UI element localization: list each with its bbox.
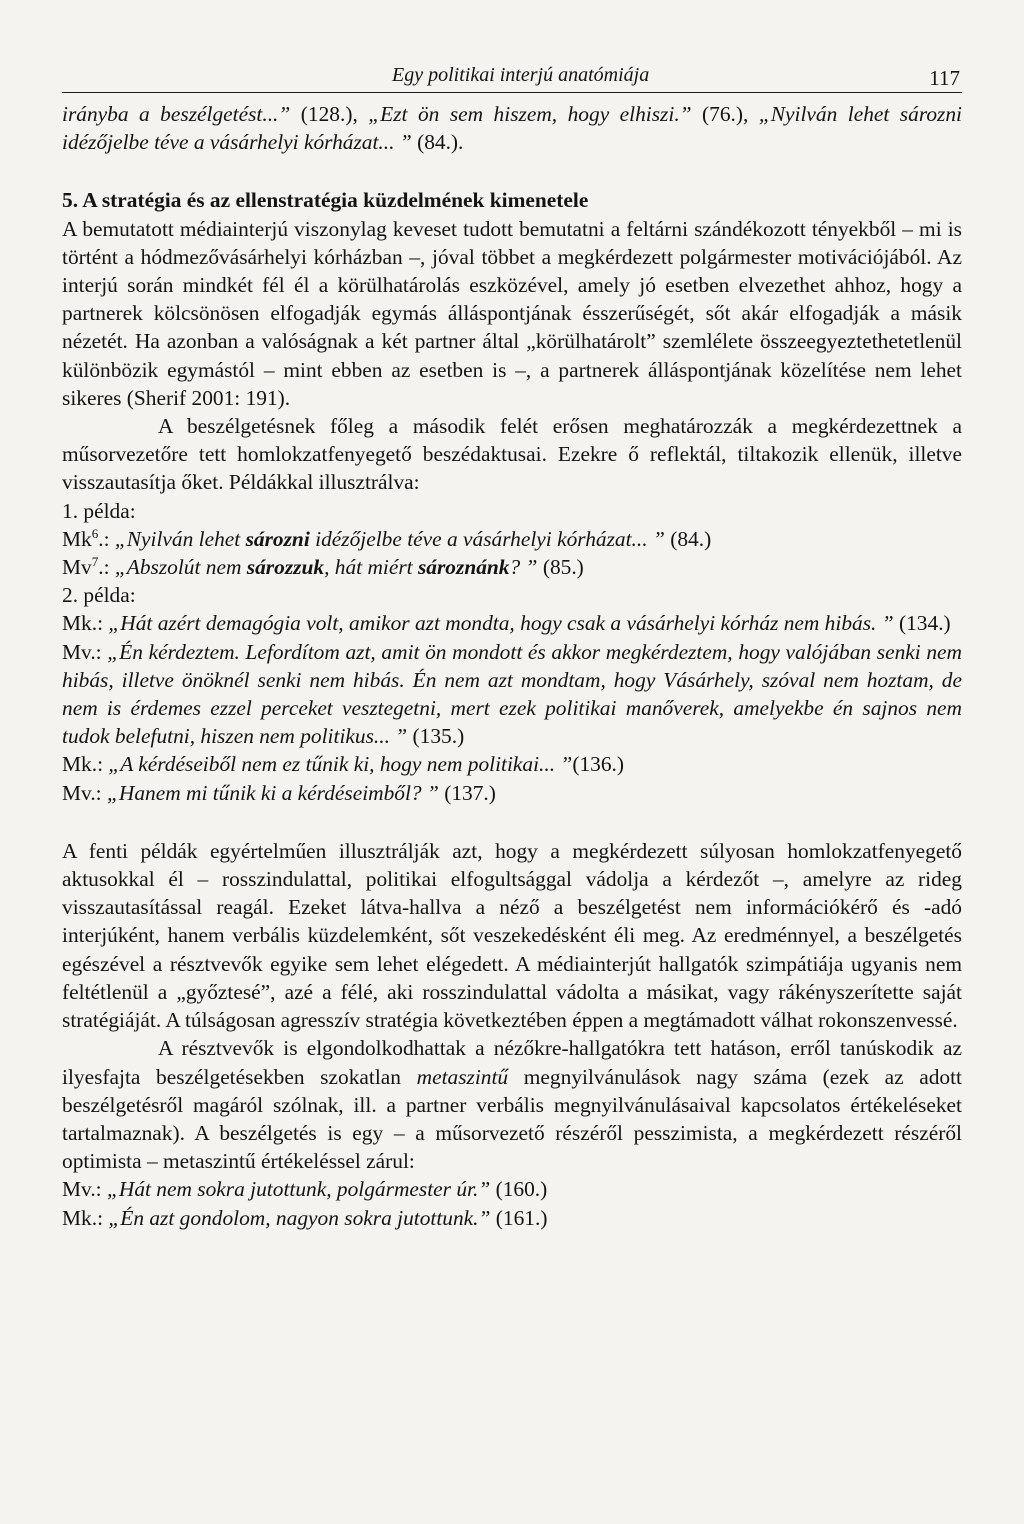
speaker: Mk: [62, 526, 92, 551]
reference: (128.),: [290, 102, 369, 126]
quote: „Én azt gondolom, nagyon sokra jutottunk.”: [108, 1205, 491, 1230]
quote-part: „Abszolút nem: [114, 555, 247, 580]
paragraph: A beszélgetésnek főleg a második felét erősen meghatározzák a megkérdezettnek a műsorvezetőre tett homlokzatfenyegető beszédaktusai. Ezekre ő reflektál, tiltakozik ellenük, illetve visszautasítja őket. Példákkal illusztrálva:: [62, 414, 962, 495]
example-line: [62, 1175, 962, 1203]
quote: „Ezt ön sem hiszem, hogy elhiszi.”: [368, 102, 692, 126]
reference: (161.): [490, 1205, 548, 1230]
page-number: 117: [929, 66, 960, 90]
speaker: Mv.:: [62, 780, 107, 805]
example-line: [62, 779, 962, 807]
example-line: [62, 1204, 962, 1232]
reference: (137.): [438, 780, 496, 805]
reference: (84.).: [411, 130, 464, 155]
quote: „A kérdéseiből nem ez tűnik ki, hogy nem politikai... ”: [108, 752, 573, 777]
quote: „Én kérdeztem. Lefordítom azt, amit ön mondott és akkor megkérdeztem, hogy valójában senki nem hibás, illetve önöknél senki nem hibás. Én nem azt mondtam, hogy Vásárhely, szóval nem hoztam, de nem is érdemes ezzel perceket vesztegetni, mert ezek politikai manőverek, amelyekbe én sajnos nem tudok belefutni, hiszen nem politikus... ”: [62, 639, 963, 749]
emphasis: sározni: [245, 526, 310, 551]
text-part: A résztvevők is elgondolkodhattak a nézőkre-hallgatókra tett hatáson, erről tanúskodik az ilyesfajta beszélgetésekben szokatlan: [62, 1036, 962, 1089]
body-text: [62, 100, 962, 1232]
speaker-colon: .:: [98, 526, 115, 551]
paragraph: A fenti példák egyértelműen illusztrálják azt, hogy a megkérdezett súlyosan homlokzatfenyegető aktusokkal él – rosszindulattal, politikai elfogultsággal vádolja a kérdezőt –, amelyre az rideg visszautasítással reagál. Ezeket látva-hallva a néző a beszélgetést nem információkérő és -adó interjúként, hanem verbális küzdelemként, sőt veszekedésként éli meg. Az eredménnyel, a beszélgetés egészével a résztvevők egyike sem lehet elégedett. A médiainterjút hallgatók szimpátiája ugyanis nem feltétlenül a „győztesé”, azé a félé, aki rosszindulattal vádolta a másikat, vagy rákényszerítette saját stratégiáját. A túlságosan agresszív stratégia következtében éppen a megtámadott válhat rokonszenvessé.: [62, 838, 962, 1033]
paragraph: [62, 1034, 962, 1175]
emphasis: sározzuk: [246, 555, 325, 580]
reference: (136.): [572, 752, 625, 777]
speaker: Mv.:: [62, 1177, 107, 1202]
reference: (84.): [664, 526, 712, 551]
emphasis: sároznánk: [417, 555, 510, 580]
reference: (135.): [407, 724, 465, 749]
paragraph: A bemutatott médiainterjú viszonylag keveset tudott bemutatni a feltárni szándékozott tényekből – mi is történt a hódmezővásárhelyi kórházban –, jóval többet a megkérdezett polgármester motivációjából. Az interjú során mindkét fél él a körülhatárolás eszközével, amely jó esetben elvezethet ahhoz, hogy a partnerek kölcsönösen elfogadják egymás álláspontjának ésszerűségét, sőt akár elfogadják a másik nézetét. Ha azonban a valóságnak a két partner által „körülhatárolt” szemlélete összeegyeztethetetlenül különbözik egymástól – mint ebben az esetben is –, a partnerek álláspontjának közelítése nem lehet sikeres (Sherif 2001: 191).: [62, 216, 962, 410]
quote: „Hanem mi tűnik ki a kérdéseimből? ”: [106, 780, 439, 805]
speaker: Mv: [62, 555, 92, 580]
page-header: [62, 62, 962, 93]
quote: „Hát nem sokra jutottunk, polgármester úr.”: [106, 1177, 491, 1202]
example-line: [62, 525, 962, 553]
continuation-paragraph: [62, 100, 962, 156]
speaker: Mk.:: [62, 611, 109, 636]
spacer: [62, 807, 962, 837]
quote: irányba a beszélgetést...”: [62, 102, 291, 126]
quote-part: „Nyilván lehet: [114, 526, 246, 551]
quote: [115, 527, 665, 551]
reference: (160.): [490, 1177, 548, 1202]
running-title: Egy politikai interjú anatómiája: [392, 64, 650, 86]
quote: „Hát azért demagógia volt, amikor azt mondta, hogy csak a vásárhelyi kórház nem hibás. ”: [108, 611, 894, 636]
speaker: Mk.:: [62, 752, 109, 777]
reference: (134.): [893, 611, 951, 636]
example-line: [62, 553, 962, 581]
speaker: Mk.:: [62, 1205, 109, 1230]
footnote-mark: 7: [91, 553, 99, 569]
example-line: [62, 638, 962, 751]
quote-part: , hát miért: [324, 555, 418, 580]
reference: (76.),: [691, 102, 759, 126]
speaker-colon: .:: [98, 555, 115, 580]
reference: (85.): [537, 555, 584, 580]
example-line: [62, 750, 962, 778]
quote-part: idézőjelbe téve a vásárhelyi kórházat... ”: [309, 526, 665, 551]
example-label: 1. példa:: [62, 498, 136, 523]
speaker: Mv.:: [62, 639, 108, 664]
quote: [115, 555, 538, 579]
quote-part: ? ”: [509, 555, 538, 580]
quote: „Nyilván lehet sározni idézőjelbe téve a vásárhelyi kórházat... ”: [62, 102, 963, 155]
section-heading: 5. A stratégia és az ellenstratégia küzdelmének kimenetele: [62, 188, 589, 213]
footnote-mark: 6: [91, 525, 99, 541]
example-line: [62, 609, 962, 637]
spacer: [62, 156, 962, 186]
italic-term: metaszintű: [416, 1064, 509, 1089]
example-label: 2. példa:: [62, 583, 136, 608]
text-part: megnyilvánulások nagy száma (ezek az adott beszélgetésről magáról szólnak, ill. a partner verbális megnyilvánulásaival kapcsolatos értékeléseket tartalmaznak). A beszélgetés is egy – a műsorvezető részéről pesszimista, a megkérdezett részéről optimista – metaszintű értékeléssel zárul:: [62, 1064, 962, 1174]
